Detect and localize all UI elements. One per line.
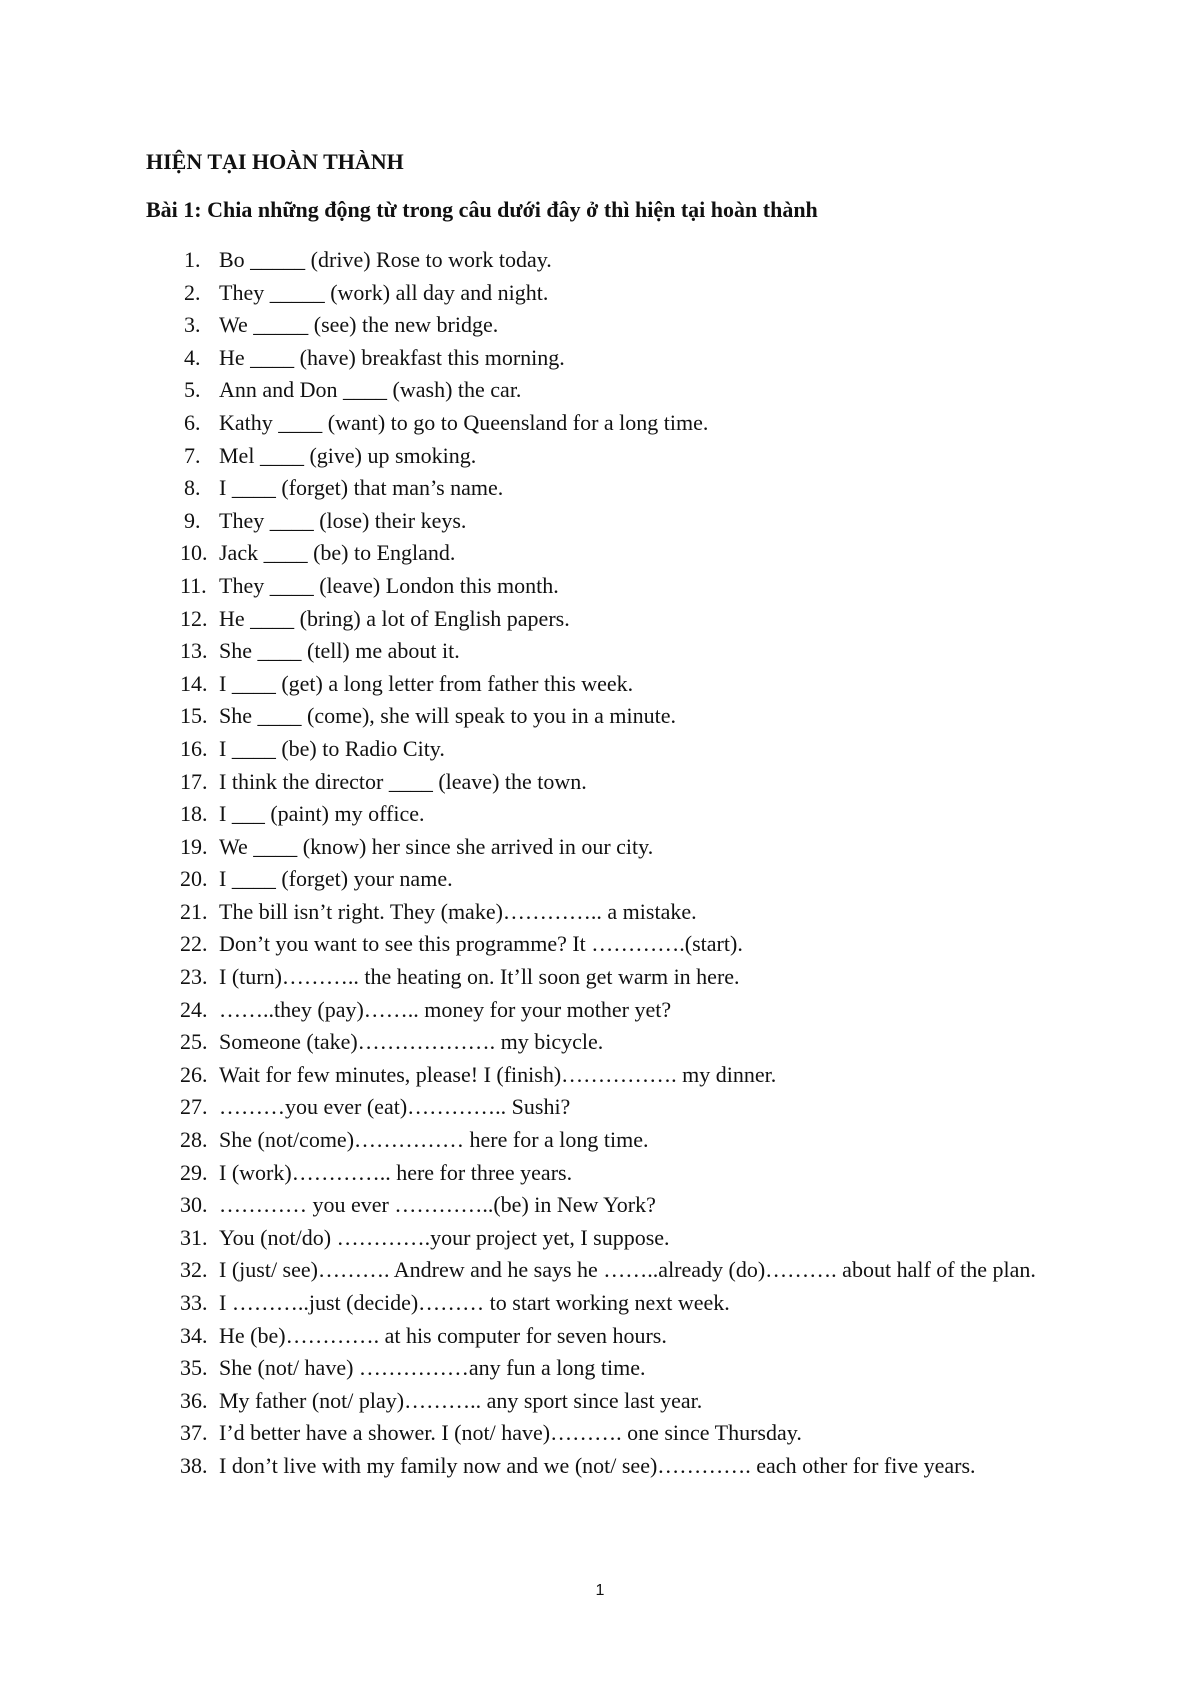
exercise-item (0, 1450, 1200, 1483)
exercise-item (0, 994, 1200, 1027)
item-text: I ____ (forget) your name. (219, 866, 453, 892)
exercise-item (0, 928, 1200, 961)
item-number: 28. (180, 1127, 208, 1153)
item-text: Bo _____ (drive) Rose to work today. (219, 247, 552, 272)
item-text: I ____ (be) to Radio City. (219, 735, 445, 761)
item-text: They _____ (work) all day and night. (219, 279, 549, 305)
item-number: 27. (180, 1094, 208, 1120)
item-text: Mel ____ (give) up smoking. (219, 442, 477, 468)
item-text: I ___ (paint) my office. (219, 801, 425, 827)
exercise-item (0, 1091, 1200, 1124)
item-text: Someone (take)………………. my bicycle. (219, 1029, 604, 1055)
item-number: 35. (180, 1355, 208, 1381)
exercise-item (0, 1254, 1200, 1287)
item-text: Don’t you want to see this programme? It ………….(start). (219, 931, 743, 957)
item-number: 36. (180, 1387, 208, 1413)
exercise-item (0, 896, 1200, 929)
item-number: 22. (180, 931, 208, 957)
exercise-item (0, 668, 1200, 701)
item-text: I (just/ see)………. Andrew and he says he ……..already (do)………. about half of the plan. (219, 1257, 1036, 1283)
item-text: She ____ (come), she will speak to you in a minute. (219, 703, 677, 729)
item-text: I (turn)……….. the heating on. It’ll soon get warm in here. (219, 964, 740, 990)
item-number: 18. (180, 801, 208, 827)
exercise-item (0, 342, 1200, 375)
item-text: She (not/come)…………… here for a long time. (219, 1127, 649, 1153)
item-number: 6. (184, 409, 201, 435)
item-text: ……..they (pay)…….. money for your mother yet? (219, 996, 672, 1022)
exercise-heading: Bài 1: Chia những động từ trong câu dưới đây ở thì hiện tại hoàn thành (146, 197, 818, 222)
item-number: 25. (180, 1029, 208, 1055)
exercise-item (0, 1417, 1200, 1450)
exercise-item (0, 1287, 1200, 1320)
exercise-item (0, 1320, 1200, 1353)
item-text: He ____ (have) breakfast this morning. (219, 344, 565, 370)
item-text: I ____ (forget) that man’s name. (219, 475, 504, 501)
item-number: 7. (184, 442, 201, 468)
item-number: 5. (184, 377, 201, 403)
item-text: She ____ (tell) me about it. (219, 638, 460, 664)
item-text: Wait for few minutes, please! I (finish)……………. my dinner. (219, 1061, 777, 1087)
exercise-item (0, 733, 1200, 766)
exercise-item (0, 505, 1200, 538)
item-text: ………you ever (eat)………….. Sushi? (219, 1094, 571, 1120)
exercise-item (0, 798, 1200, 831)
item-text: Jack ____ (be) to England. (219, 540, 456, 566)
item-text: I ____ (get) a long letter from father this week. (219, 670, 634, 696)
item-number: 29. (180, 1159, 208, 1185)
exercise-item (0, 244, 1200, 277)
exercise-item (0, 1157, 1200, 1190)
item-number: 21. (180, 898, 208, 924)
item-text: They ____ (lose) their keys. (219, 507, 467, 533)
exercise-item (0, 1189, 1200, 1222)
item-text: You (not/do) ………….your project yet, I suppose. (219, 1224, 670, 1250)
item-number: 11. (180, 572, 207, 598)
exercise-item (0, 1385, 1200, 1418)
exercise-item (0, 1124, 1200, 1157)
item-number: 9. (184, 507, 201, 533)
exercise-item (0, 374, 1200, 407)
exercise-item (0, 440, 1200, 473)
item-number: 24. (180, 996, 208, 1022)
page-number: 1 (595, 1582, 605, 1599)
item-number: 10. (180, 540, 208, 566)
item-number: 38. (180, 1452, 208, 1478)
exercise-item (0, 309, 1200, 342)
exercise-item (0, 700, 1200, 733)
item-text: ………… you ever …………..(be) in New York? (219, 1192, 656, 1218)
item-number: 16. (180, 735, 208, 761)
exercise-item (0, 537, 1200, 570)
item-number: 1. (184, 247, 201, 272)
exercise-item (0, 603, 1200, 636)
item-number: 26. (180, 1061, 208, 1087)
exercise-item (0, 1352, 1200, 1385)
item-text: The bill isn’t right. They (make)………….. a mistake. (219, 898, 697, 924)
item-number: 15. (180, 703, 208, 729)
item-number: 31. (180, 1224, 208, 1250)
item-text: I’d better have a shower. I (not/ have)………. one since Thursday. (219, 1420, 802, 1446)
item-number: 17. (180, 768, 208, 794)
item-number: 23. (180, 964, 208, 990)
item-number: 2. (184, 279, 201, 305)
page-title: HIỆN TẠI HOÀN THÀNH (146, 149, 404, 174)
item-text: I think the director ____ (leave) the town. (219, 768, 587, 794)
item-number: 12. (180, 605, 208, 631)
exercise-item (0, 635, 1200, 668)
item-text: Ann and Don ____ (wash) the car. (219, 377, 522, 403)
item-text: Kathy ____ (want) to go to Queensland for a long time. (219, 409, 709, 435)
exercise-item (0, 831, 1200, 864)
item-text: They ____ (leave) London this month. (219, 572, 559, 598)
item-text: She (not/ have) ……………any fun a long time. (219, 1355, 646, 1381)
item-number: 37. (180, 1420, 208, 1446)
exercise-item (0, 961, 1200, 994)
item-text: I ………..just (decide)……… to start working next week. (219, 1290, 730, 1315)
item-text: We ____ (know) her since she arrived in our city. (219, 833, 654, 859)
item-text: I (work)………….. here for three years. (219, 1159, 573, 1185)
exercise-item (0, 407, 1200, 440)
exercise-item (0, 472, 1200, 505)
item-number: 14. (180, 670, 208, 696)
item-text: We _____ (see) the new bridge. (219, 312, 499, 338)
item-number: 13. (180, 638, 208, 664)
exercise-item (0, 277, 1200, 310)
item-number: 30. (180, 1192, 208, 1218)
exercise-item (0, 766, 1200, 799)
item-number: 34. (180, 1322, 208, 1348)
item-number: 4. (184, 344, 201, 370)
exercise-item (0, 1059, 1200, 1092)
item-number: 3. (184, 312, 201, 338)
exercise-list (0, 244, 1200, 1483)
item-text: I don’t live with my family now and we (not/ see)…………. each other for five years. (219, 1452, 976, 1478)
exercise-item (0, 863, 1200, 896)
exercise-item (0, 570, 1200, 603)
item-number: 33. (180, 1290, 208, 1315)
item-text: He ____ (bring) a lot of English papers. (219, 605, 570, 631)
item-number: 20. (180, 866, 208, 892)
item-number: 8. (184, 475, 201, 501)
exercise-item (0, 1222, 1200, 1255)
item-number: 32. (180, 1257, 208, 1283)
item-number: 19. (180, 833, 208, 859)
item-text: He (be)…………. at his computer for seven hours. (219, 1322, 667, 1348)
item-text: My father (not/ play)……….. any sport since last year. (219, 1387, 703, 1413)
exercise-item (0, 1026, 1200, 1059)
